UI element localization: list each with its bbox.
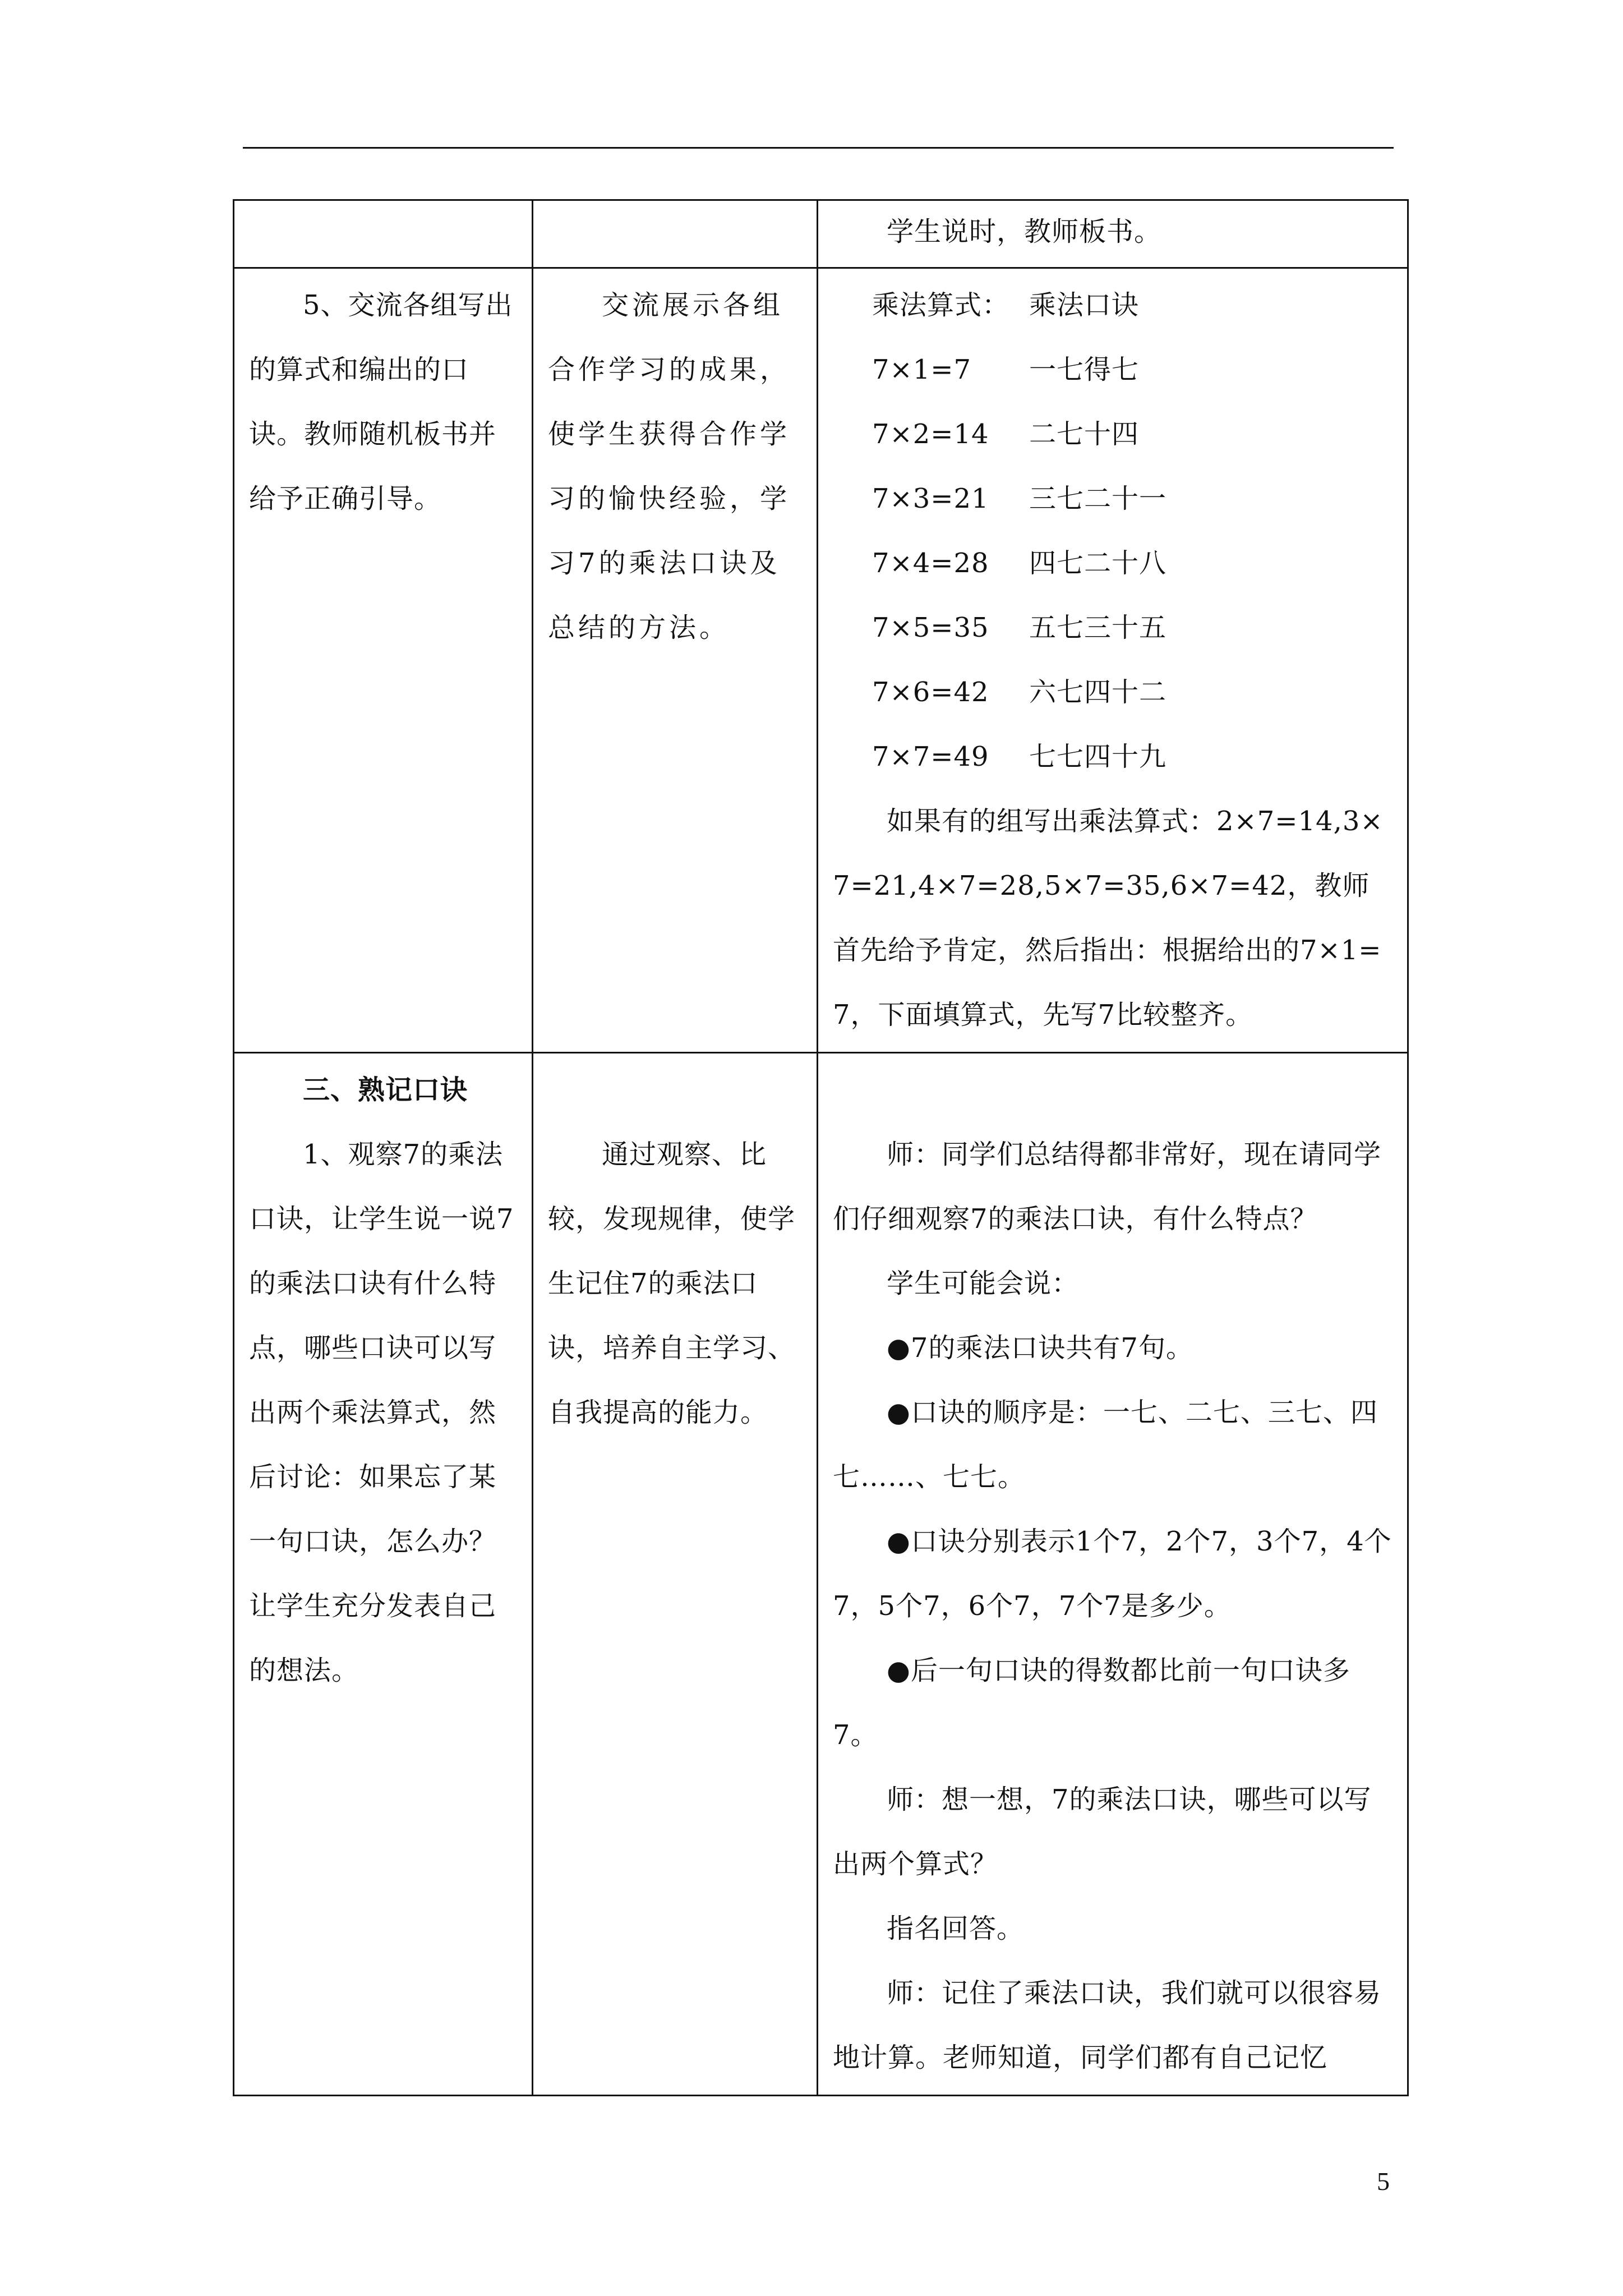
formula-expr: 7×6=42 (872, 677, 989, 708)
row1-activity-cell (234, 200, 533, 268)
formula-rhyme: 三七二十一 (1029, 483, 1167, 514)
header-rule (243, 147, 1394, 149)
formula-line (818, 531, 1394, 596)
formula-line (818, 660, 1394, 725)
row2-intent-text: 交流展示各组合作学习的成果，使学生获得合作学习的愉快经验，学习7的乘法口诀及总结的方法。 (548, 289, 791, 643)
row3-intent-cell (533, 1053, 818, 2096)
formula-expr: 7×5=35 (872, 612, 989, 643)
row3-process-text: ●后一句口诀的得数都比前一句口诀多7。 (833, 1655, 1350, 1751)
section-title: 三、熟记口诀 (303, 1074, 468, 1106)
formula-expr: 7×4=28 (872, 547, 989, 579)
formula-header (818, 273, 1394, 338)
row3-process-cell (818, 1053, 1408, 2096)
row1-intent-cell (533, 200, 818, 268)
formula-expr: 7×3=21 (872, 483, 989, 514)
formula-expr: 7×7=49 (872, 741, 989, 772)
row2-intent-cell (533, 268, 818, 1053)
row1-process-text: 学生说时，教师板书。 (887, 216, 1162, 247)
formula-line (818, 725, 1394, 789)
lesson-plan-table (233, 199, 1409, 2096)
row3-process-text: 指名回答。 (887, 1913, 1025, 1944)
row3-process-text: ●口诀分别表示1个7，2个7，3个7，4个7，5个7，6个7，7个7是多少。 (833, 1526, 1392, 1622)
row2-activity-cell (234, 268, 533, 1053)
formula-rhyme: 二七十四 (1029, 418, 1140, 450)
row3-process-text: 师：同学们总结得都非常好，现在请同学们仔细观察7的乘法口诀，有什么特点？ (833, 1139, 1382, 1235)
row3-process-text: ●口诀的顺序是：一七、二七、三七、四七……、七七。 (833, 1397, 1378, 1493)
formula-line (818, 338, 1394, 402)
table-row (234, 268, 1408, 1053)
row3-activity-cell (234, 1053, 533, 2096)
formula-header-expr: 乘法算式： (872, 289, 1010, 321)
row1-process-cell (818, 200, 1408, 268)
row2-process-note: 如果有的组写出乘法算式：2×7=14,3×7=21,4×7=28,5×7=35,6×7=42，教师首先给予肯定，然后指出：根据给出的7×1=7，下面填算式，先写7比较整齐。 (833, 806, 1384, 1030)
table-row (234, 200, 1408, 268)
row3-process-text: ●7的乘法口诀共有7句。 (887, 1332, 1193, 1364)
table-row (234, 1053, 1408, 2096)
formula-line (818, 467, 1394, 531)
row3-activity-text: 1、观察7的乘法口诀，让学生说一说7的乘法口诀有什么特点，哪些口诀可以写出两个乘法算式，然后讨论：如果忘了某一句口诀，怎么办？让学生充分发表自己的想法。 (249, 1139, 514, 1686)
formula-rhyme: 四七二十八 (1029, 547, 1167, 579)
row2-activity-text: 5、交流各组写出的算式和编出的口诀。教师随机板书并给予正确引导。 (249, 289, 513, 514)
page-number: 5 (1377, 2167, 1390, 2196)
row3-intent-text: 通过观察、比较，发现规律，使学生记住7的乘法口诀，培养自主学习、自我提高的能力。 (548, 1139, 796, 1428)
formula-expr: 7×2=14 (872, 418, 989, 450)
row3-process-text: 师：想一想，7的乘法口诀，哪些可以写出两个算式？ (833, 1784, 1372, 1880)
formula-rhyme: 一七得七 (1029, 354, 1140, 385)
formula-expr: 7×1=7 (872, 354, 972, 385)
row3-process-text: 学生可能会说： (887, 1268, 1080, 1299)
formula-rhyme: 六七四十二 (1029, 677, 1167, 708)
formula-line (818, 402, 1394, 467)
formula-line (818, 596, 1394, 660)
formula-rhyme: 五七三十五 (1029, 612, 1167, 643)
formula-header-rhyme: 乘法口诀 (1029, 289, 1140, 321)
row2-process-cell (818, 268, 1408, 1053)
row3-process-text: 师：记住了乘法口诀，我们就可以很容易地计算。老师知道，同学们都有自己记忆 (833, 1977, 1382, 2073)
formula-rhyme: 七七四十九 (1029, 741, 1167, 772)
